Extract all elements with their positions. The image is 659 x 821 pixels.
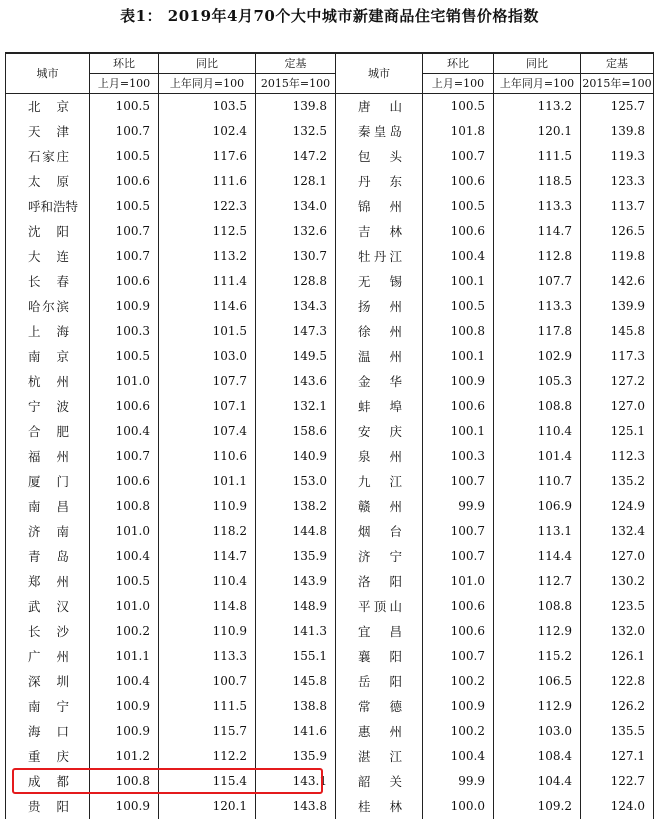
mom-cell: 100.7 — [90, 219, 159, 244]
yoy-cell: 120.1 — [159, 794, 256, 819]
yoy-cell: 112.9 — [494, 694, 581, 719]
highlight-box-chengdu — [12, 768, 323, 794]
yoy-cell: 110.4 — [159, 569, 256, 594]
yoy-cell: 110.4 — [494, 419, 581, 444]
mom-cell: 100.4 — [423, 244, 494, 269]
base-cell: 122.8 — [581, 669, 654, 694]
city-cell: 重 庆 — [6, 744, 90, 769]
yoy-cell: 110.9 — [159, 619, 256, 644]
yoy-cell: 108.8 — [494, 594, 581, 619]
table-row — [6, 594, 654, 619]
yoy-cell: 107.4 — [159, 419, 256, 444]
mom-cell: 100.9 — [90, 794, 159, 819]
mom-cell: 100.5 — [90, 144, 159, 169]
table-row — [6, 644, 654, 669]
base-cell: 140.9 — [256, 444, 336, 469]
mom-cell: 100.1 — [423, 419, 494, 444]
city-cell: 上 海 — [6, 319, 90, 344]
yoy-cell: 120.1 — [494, 119, 581, 144]
base-cell: 135.9 — [256, 744, 336, 769]
mom-cell: 100.6 — [90, 269, 159, 294]
yoy-cell: 111.6 — [159, 169, 256, 194]
header-yoy-left: 同比 — [159, 53, 256, 74]
table-row — [6, 119, 654, 144]
city-cell: 赣 州 — [336, 494, 423, 519]
city-cell: 贵 阳 — [6, 794, 90, 819]
yoy-cell: 107.7 — [494, 269, 581, 294]
yoy-cell: 111.4 — [159, 269, 256, 294]
mom-cell: 100.7 — [90, 244, 159, 269]
mom-cell: 100.9 — [90, 719, 159, 744]
mom-cell: 101.0 — [90, 594, 159, 619]
mom-cell: 100.9 — [90, 694, 159, 719]
table-row — [6, 444, 654, 469]
header-city-right: 城市 — [336, 53, 423, 94]
base-cell: 123.5 — [581, 594, 654, 619]
mom-cell: 100.7 — [90, 444, 159, 469]
header-mom-base-right: 上月=100 — [423, 74, 494, 94]
mom-cell: 101.2 — [90, 744, 159, 769]
mom-cell: 100.6 — [90, 394, 159, 419]
city-cell: 九 江 — [336, 469, 423, 494]
base-cell: 135.9 — [256, 544, 336, 569]
yoy-cell: 110.9 — [159, 494, 256, 519]
base-cell: 132.0 — [581, 619, 654, 644]
city-cell: 济 宁 — [336, 544, 423, 569]
mom-cell: 101.0 — [90, 369, 159, 394]
base-cell: 138.2 — [256, 494, 336, 519]
mom-cell: 101.0 — [90, 519, 159, 544]
base-cell: 143.6 — [256, 369, 336, 394]
header-mom-right: 环比 — [423, 53, 494, 74]
city-cell: 温 州 — [336, 344, 423, 369]
yoy-cell: 112.7 — [494, 569, 581, 594]
base-cell: 132.6 — [256, 219, 336, 244]
mom-cell: 100.9 — [90, 294, 159, 319]
mom-cell: 100.5 — [90, 569, 159, 594]
city-cell: 常 德 — [336, 694, 423, 719]
yoy-cell: 114.7 — [159, 544, 256, 569]
city-cell: 海 口 — [6, 719, 90, 744]
mom-cell: 100.4 — [90, 544, 159, 569]
mom-cell: 100.7 — [90, 119, 159, 144]
yoy-cell: 105.3 — [494, 369, 581, 394]
yoy-cell: 112.9 — [494, 619, 581, 644]
base-cell: 125.1 — [581, 419, 654, 444]
mom-cell: 100.4 — [90, 419, 159, 444]
header-city-left: 城市 — [6, 53, 90, 94]
base-cell: 143.1 — [256, 769, 336, 794]
base-cell: 132.5 — [256, 119, 336, 144]
yoy-cell: 115.7 — [159, 719, 256, 744]
base-cell: 124.0 — [581, 794, 654, 819]
base-cell: 119.8 — [581, 244, 654, 269]
mom-cell: 100.6 — [423, 219, 494, 244]
header-base-right: 定基 — [581, 53, 654, 74]
city-cell: 惠 州 — [336, 719, 423, 744]
table-row — [6, 94, 654, 120]
base-cell: 134.3 — [256, 294, 336, 319]
city-cell: 济 南 — [6, 519, 90, 544]
table-row — [6, 469, 654, 494]
header-yoy-base-right: 上年同月=100 — [494, 74, 581, 94]
city-cell: 北 京 — [6, 94, 90, 120]
city-cell: 合 肥 — [6, 419, 90, 444]
base-cell: 113.7 — [581, 194, 654, 219]
base-cell: 112.3 — [581, 444, 654, 469]
yoy-cell: 106.9 — [494, 494, 581, 519]
yoy-cell: 113.1 — [494, 519, 581, 544]
city-cell: 郑 州 — [6, 569, 90, 594]
city-cell: 包 头 — [336, 144, 423, 169]
table-row — [6, 619, 654, 644]
table-row — [6, 169, 654, 194]
mom-cell: 100.6 — [423, 169, 494, 194]
base-cell: 145.8 — [256, 669, 336, 694]
mom-cell: 100.5 — [423, 194, 494, 219]
yoy-cell: 110.7 — [494, 469, 581, 494]
city-cell: 丹 东 — [336, 169, 423, 194]
base-cell: 138.8 — [256, 694, 336, 719]
header-mom-left: 环比 — [90, 53, 159, 74]
city-cell: 哈尔滨 — [6, 294, 90, 319]
yoy-cell: 101.4 — [494, 444, 581, 469]
base-cell: 132.4 — [581, 519, 654, 544]
mom-cell: 100.7 — [423, 469, 494, 494]
base-cell: 134.0 — [256, 194, 336, 219]
base-cell: 142.6 — [581, 269, 654, 294]
city-cell: 唐 山 — [336, 94, 423, 120]
yoy-cell: 112.5 — [159, 219, 256, 244]
mom-cell: 100.6 — [423, 394, 494, 419]
yoy-cell: 114.8 — [159, 594, 256, 619]
mom-cell: 100.8 — [90, 494, 159, 519]
table-row — [6, 494, 654, 519]
base-cell: 126.1 — [581, 644, 654, 669]
base-cell: 135.5 — [581, 719, 654, 744]
city-cell: 南 宁 — [6, 694, 90, 719]
base-cell: 132.1 — [256, 394, 336, 419]
mom-cell: 100.8 — [423, 319, 494, 344]
header-fixed-base-right: 2015年=100 — [581, 74, 654, 94]
table-row — [6, 694, 654, 719]
city-cell: 锦 州 — [336, 194, 423, 219]
city-cell: 岳 阳 — [336, 669, 423, 694]
yoy-cell: 115.2 — [494, 644, 581, 669]
city-cell: 韶 关 — [336, 769, 423, 794]
city-cell: 宜 昌 — [336, 619, 423, 644]
table-row — [6, 144, 654, 169]
table-row — [6, 244, 654, 269]
yoy-cell: 108.4 — [494, 744, 581, 769]
city-cell: 安 庆 — [336, 419, 423, 444]
mom-cell: 100.4 — [423, 744, 494, 769]
mom-cell: 100.2 — [90, 619, 159, 644]
base-cell: 119.3 — [581, 144, 654, 169]
base-cell: 117.3 — [581, 344, 654, 369]
yoy-cell: 108.8 — [494, 394, 581, 419]
table-body — [6, 94, 654, 820]
city-cell: 成 都 — [6, 769, 90, 794]
yoy-cell: 113.3 — [159, 644, 256, 669]
city-cell: 蚌 埠 — [336, 394, 423, 419]
table-row — [6, 519, 654, 544]
base-cell: 127.0 — [581, 394, 654, 419]
yoy-cell: 117.6 — [159, 144, 256, 169]
city-cell: 石家庄 — [6, 144, 90, 169]
city-cell: 青 岛 — [6, 544, 90, 569]
yoy-cell: 103.0 — [159, 344, 256, 369]
city-cell: 福 州 — [6, 444, 90, 469]
mom-cell: 99.9 — [423, 494, 494, 519]
yoy-cell: 101.1 — [159, 469, 256, 494]
yoy-cell: 109.2 — [494, 794, 581, 819]
mom-cell: 100.9 — [423, 369, 494, 394]
mom-cell: 100.0 — [423, 794, 494, 819]
table-row — [6, 794, 654, 819]
base-cell: 141.6 — [256, 719, 336, 744]
table-row — [6, 219, 654, 244]
city-cell: 襄 阳 — [336, 644, 423, 669]
table-row — [6, 319, 654, 344]
city-cell: 桂 林 — [336, 794, 423, 819]
yoy-cell: 101.5 — [159, 319, 256, 344]
header-base-left: 定基 — [256, 53, 336, 74]
base-cell: 125.7 — [581, 94, 654, 120]
city-cell: 南 昌 — [6, 494, 90, 519]
mom-cell: 100.3 — [423, 444, 494, 469]
yoy-cell: 115.4 — [159, 769, 256, 794]
yoy-cell: 104.4 — [494, 769, 581, 794]
mom-cell: 100.2 — [423, 719, 494, 744]
yoy-cell: 103.0 — [494, 719, 581, 744]
city-cell: 牡丹江 — [336, 244, 423, 269]
base-cell: 141.3 — [256, 619, 336, 644]
base-cell: 126.5 — [581, 219, 654, 244]
base-cell: 153.0 — [256, 469, 336, 494]
yoy-cell: 107.7 — [159, 369, 256, 394]
city-cell: 广 州 — [6, 644, 90, 669]
mom-cell: 100.5 — [90, 344, 159, 369]
mom-cell: 100.2 — [423, 669, 494, 694]
mom-cell: 100.4 — [90, 669, 159, 694]
base-cell: 127.2 — [581, 369, 654, 394]
base-cell: 127.0 — [581, 544, 654, 569]
city-cell: 平顶山 — [336, 594, 423, 619]
yoy-cell: 112.2 — [159, 744, 256, 769]
city-cell: 南 京 — [6, 344, 90, 369]
city-cell: 呼和浩特 — [6, 194, 90, 219]
base-cell: 158.6 — [256, 419, 336, 444]
yoy-cell: 112.8 — [494, 244, 581, 269]
city-cell: 厦 门 — [6, 469, 90, 494]
header-fixed-base-left: 2015年=100 — [256, 74, 336, 94]
base-cell: 155.1 — [256, 644, 336, 669]
mom-cell: 100.8 — [90, 769, 159, 794]
yoy-cell: 102.4 — [159, 119, 256, 144]
mom-cell: 100.6 — [90, 469, 159, 494]
city-cell: 洛 阳 — [336, 569, 423, 594]
table-row — [6, 394, 654, 419]
yoy-cell: 118.5 — [494, 169, 581, 194]
base-cell: 147.2 — [256, 144, 336, 169]
yoy-cell: 113.3 — [494, 194, 581, 219]
city-cell: 天 津 — [6, 119, 90, 144]
yoy-cell: 102.9 — [494, 344, 581, 369]
price-index-table — [5, 52, 654, 819]
mom-cell: 100.6 — [423, 619, 494, 644]
mom-cell: 100.3 — [90, 319, 159, 344]
base-cell: 139.8 — [581, 119, 654, 144]
mom-cell: 100.7 — [423, 519, 494, 544]
mom-cell: 101.1 — [90, 644, 159, 669]
city-cell: 宁 波 — [6, 394, 90, 419]
base-cell: 139.8 — [256, 94, 336, 120]
header-yoy-base-left: 上年同月=100 — [159, 74, 256, 94]
yoy-cell: 114.4 — [494, 544, 581, 569]
city-cell: 武 汉 — [6, 594, 90, 619]
base-cell: 126.2 — [581, 694, 654, 719]
mom-cell: 100.5 — [423, 94, 494, 120]
mom-cell: 100.6 — [90, 169, 159, 194]
table-row — [6, 344, 654, 369]
table-row — [6, 369, 654, 394]
city-cell: 金 华 — [336, 369, 423, 394]
yoy-cell: 107.1 — [159, 394, 256, 419]
yoy-cell: 111.5 — [159, 694, 256, 719]
city-cell: 沈 阳 — [6, 219, 90, 244]
city-cell: 深 圳 — [6, 669, 90, 694]
base-cell: 123.3 — [581, 169, 654, 194]
table-row — [6, 669, 654, 694]
mom-cell: 101.8 — [423, 119, 494, 144]
table-title: 表1： 2019年4月70个大中城市新建商品住宅销售价格指数 — [120, 7, 539, 25]
yoy-cell: 113.2 — [159, 244, 256, 269]
city-cell: 大 连 — [6, 244, 90, 269]
base-cell: 130.2 — [581, 569, 654, 594]
table-row — [6, 569, 654, 594]
table-row — [6, 544, 654, 569]
base-cell: 143.8 — [256, 794, 336, 819]
yoy-cell: 110.6 — [159, 444, 256, 469]
city-cell: 扬 州 — [336, 294, 423, 319]
yoy-cell: 113.3 — [494, 294, 581, 319]
mom-cell: 100.7 — [423, 544, 494, 569]
table-row — [6, 419, 654, 444]
mom-cell: 100.5 — [90, 94, 159, 120]
base-cell: 127.1 — [581, 744, 654, 769]
table-row — [6, 194, 654, 219]
table-row — [6, 719, 654, 744]
yoy-cell: 117.8 — [494, 319, 581, 344]
city-cell: 杭 州 — [6, 369, 90, 394]
table-row — [6, 269, 654, 294]
base-cell: 139.9 — [581, 294, 654, 319]
base-cell: 122.7 — [581, 769, 654, 794]
city-cell: 无 锡 — [336, 269, 423, 294]
header-mom-base-left: 上月=100 — [90, 74, 159, 94]
city-cell: 烟 台 — [336, 519, 423, 544]
base-cell: 128.1 — [256, 169, 336, 194]
city-cell: 泉 州 — [336, 444, 423, 469]
mom-cell: 100.6 — [423, 594, 494, 619]
base-cell: 145.8 — [581, 319, 654, 344]
mom-cell: 100.1 — [423, 269, 494, 294]
mom-cell: 100.9 — [423, 694, 494, 719]
mom-cell: 101.0 — [423, 569, 494, 594]
mom-cell: 99.9 — [423, 769, 494, 794]
yoy-cell: 100.7 — [159, 669, 256, 694]
yoy-cell: 103.5 — [159, 94, 256, 120]
city-cell: 长 春 — [6, 269, 90, 294]
table-row — [6, 744, 654, 769]
city-cell: 长 沙 — [6, 619, 90, 644]
mom-cell: 100.7 — [423, 144, 494, 169]
mom-cell: 100.7 — [423, 644, 494, 669]
city-cell: 吉 林 — [336, 219, 423, 244]
base-cell: 147.3 — [256, 319, 336, 344]
base-cell: 148.9 — [256, 594, 336, 619]
city-cell: 徐 州 — [336, 319, 423, 344]
base-cell: 128.8 — [256, 269, 336, 294]
yoy-cell: 118.2 — [159, 519, 256, 544]
table-row — [6, 294, 654, 319]
base-cell: 135.2 — [581, 469, 654, 494]
yoy-cell: 111.5 — [494, 144, 581, 169]
base-cell: 143.9 — [256, 569, 336, 594]
yoy-cell: 114.6 — [159, 294, 256, 319]
mom-cell: 100.5 — [423, 294, 494, 319]
base-cell: 144.8 — [256, 519, 336, 544]
city-cell: 秦皇岛 — [336, 119, 423, 144]
mom-cell: 100.5 — [90, 194, 159, 219]
base-cell: 124.9 — [581, 494, 654, 519]
yoy-cell: 113.2 — [494, 94, 581, 120]
base-cell: 130.7 — [256, 244, 336, 269]
header-yoy-right: 同比 — [494, 53, 581, 74]
yoy-cell: 122.3 — [159, 194, 256, 219]
city-cell: 湛 江 — [336, 744, 423, 769]
yoy-cell: 114.7 — [494, 219, 581, 244]
mom-cell: 100.1 — [423, 344, 494, 369]
yoy-cell: 106.5 — [494, 669, 581, 694]
base-cell: 149.5 — [256, 344, 336, 369]
city-cell: 太 原 — [6, 169, 90, 194]
